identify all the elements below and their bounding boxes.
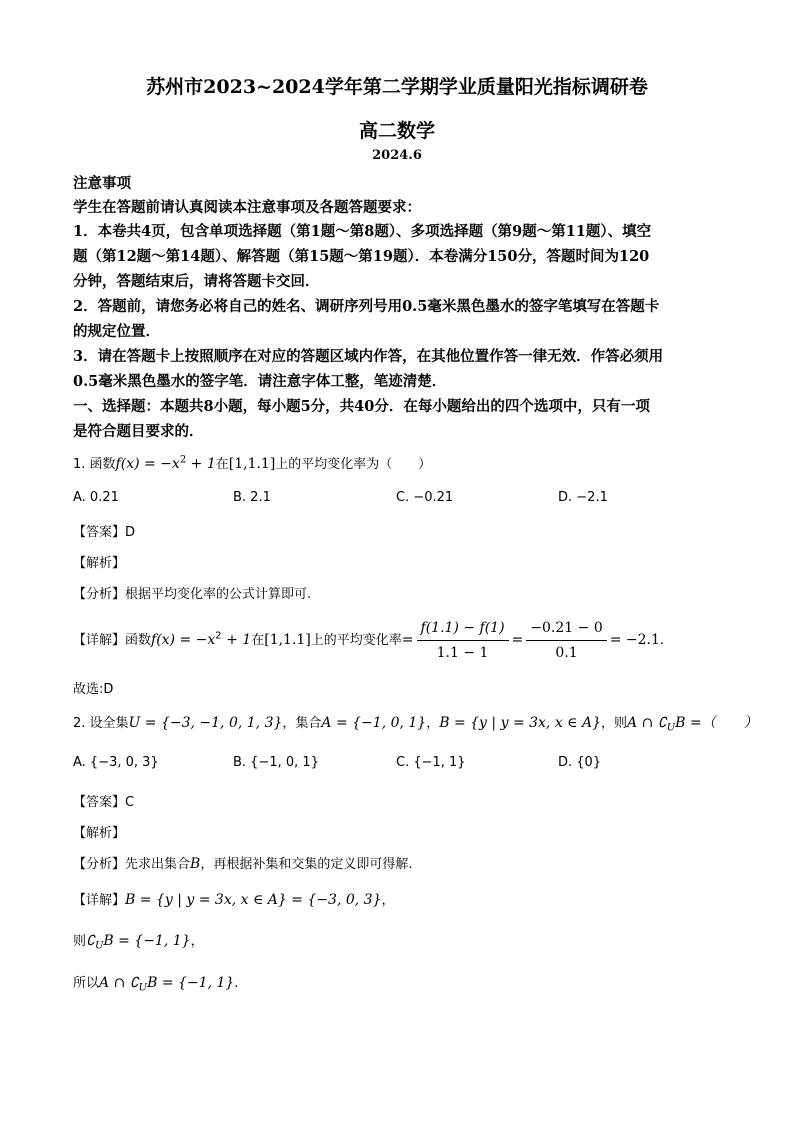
answer-value: D xyxy=(125,525,136,540)
then-sub: U xyxy=(94,940,104,952)
then-prefix: 则 xyxy=(73,934,87,949)
q2-set-b: B = {y | y = 3x, x ∈ A} xyxy=(439,715,602,731)
notice-line: 1．本卷共4页，包含单项选择题（第1题～第8题）、多项选择题（第9题～第11题）、填空 xyxy=(73,223,652,240)
q1-function-tail: + 1 xyxy=(186,456,216,472)
q1-option-d: D. −2.1 xyxy=(558,490,608,505)
fraction-1-denominator: 1.1 − 1 xyxy=(436,645,489,661)
detail-label: 【详解】 xyxy=(73,893,126,908)
q2-mid2: ， xyxy=(426,716,440,731)
notice-line: 题（第12题～第14题）、解答题（第15题～第19题）．本卷满分150分，答题时间为120 xyxy=(73,248,650,265)
detail-result: = −2.1 xyxy=(609,632,660,648)
answer-label: 【答案】 xyxy=(73,795,126,810)
fraction-2-numerator: −0.21 − 0 xyxy=(526,618,606,641)
q2-prefix: 2. 设全集 xyxy=(73,716,129,731)
detail-interval: [1,1.1] xyxy=(264,632,311,648)
q1-interval: [1,1.1] xyxy=(228,456,276,472)
detail-mid: 在 xyxy=(251,633,265,648)
so-intersection: A ∩ ∁ xyxy=(99,975,139,991)
q1-suffix: 上的平均变化率为（ ） xyxy=(275,457,432,472)
fenxi-label: 【分析】 xyxy=(73,587,126,602)
q1-function: f(x) = −x xyxy=(115,456,180,472)
detail-prefix: 函数 xyxy=(125,633,152,648)
q2-expression-sub: U xyxy=(666,722,676,734)
notice-line: 3．请在答题卡上按照顺序在对应的答题区域内作答，在其他位置作答一律无效．作答必须用 xyxy=(73,348,664,365)
fenxi-text: 根据平均变化率的公式计算即可. xyxy=(125,587,312,602)
page-subtitle: 高二数学 xyxy=(358,120,435,142)
detail-mid2: 上的平均变化率 xyxy=(310,633,402,648)
q2-option-a: A. {−3, 0, 3} xyxy=(73,755,159,770)
detail-set-b: B = {y | y = 3x, x ∈ A} = {−3, 0, 3} xyxy=(125,892,382,908)
q2-so xyxy=(73,972,238,994)
q1-exponent: 2 xyxy=(179,454,187,466)
detail-comma: ， xyxy=(381,893,395,908)
q2-expression: A ∩ ∁ xyxy=(627,715,667,731)
then-comma: ， xyxy=(190,934,204,949)
detail-label: 【详解】 xyxy=(73,633,126,648)
fenxi-text: 先求出集合 xyxy=(125,857,191,872)
exam-date: 2024.6 xyxy=(372,148,422,163)
fenxi-set-b: B xyxy=(190,856,201,872)
q1-analysis-label: 【解析】 xyxy=(73,556,126,571)
fenxi-text-tail: ，再根据补集和交集的定义即可得解. xyxy=(200,857,413,872)
q2-option-d: D. {0} xyxy=(558,755,602,770)
q2-option-c: C. {−1, 1} xyxy=(396,755,466,770)
fraction-2 xyxy=(526,618,606,663)
notice-heading: 注意事项 xyxy=(73,175,131,192)
q2-fenxi xyxy=(73,853,412,872)
q2-option-b: B. {−1, 0, 1} xyxy=(233,755,319,770)
so-result: B = {−1, 1} xyxy=(147,975,235,991)
notice-line: 0.5毫米黑色墨水的签字笔．请注意字体工整，笔迹清楚． xyxy=(73,373,447,390)
q1-prefix: 1. 函数 xyxy=(73,457,116,472)
q1-answer xyxy=(73,521,135,540)
question-1-stem xyxy=(73,453,431,472)
q2-then xyxy=(73,930,204,952)
detail-function: f(x) = −x xyxy=(151,632,216,648)
page-title: 苏州市2023~2024学年第二学期学业质量阳光指标调研卷 xyxy=(146,76,648,98)
q1-mid: 在 xyxy=(215,457,229,472)
equals-sign: = xyxy=(511,632,524,648)
q2-set-a: A = {−1, 0, 1} xyxy=(321,715,427,731)
q1-detail xyxy=(73,618,664,663)
so-prefix: 所以 xyxy=(73,976,100,991)
then-complement: ∁ xyxy=(86,933,95,949)
q2-expression-tail: B =（ ） xyxy=(675,715,758,731)
q2-analysis-label: 【解析】 xyxy=(73,826,126,841)
then-result: B = {−1, 1} xyxy=(103,933,191,949)
answer-value: C xyxy=(125,795,135,810)
q1-conclusion: 故选:D xyxy=(73,682,114,697)
equals-sign: = xyxy=(401,632,414,648)
section-heading: 一、选择题：本题共8小题，每小题5分，共40分．在每小题给出的四个选项中，只有一项 xyxy=(73,398,650,415)
fraction-1-numerator: f(1.1) − f(1) xyxy=(417,618,509,641)
so-period: . xyxy=(234,976,239,991)
fraction-1 xyxy=(417,618,509,663)
q2-answer xyxy=(73,791,134,810)
q2-detail xyxy=(73,889,395,908)
detail-exponent: 2 xyxy=(215,630,222,642)
answer-label: 【答案】 xyxy=(73,525,126,540)
q2-universal-set: U = {−3, −1, 0, 1, 3} xyxy=(128,715,283,731)
q1-fenxi xyxy=(73,583,311,602)
detail-function-tail: + 1 xyxy=(221,632,252,648)
fenxi-label: 【分析】 xyxy=(73,857,126,872)
fraction-2-denominator: 0.1 xyxy=(555,645,578,661)
period: . xyxy=(659,633,665,648)
question-2-stem xyxy=(73,712,758,734)
q1-option-a: A. 0.21 xyxy=(73,490,119,505)
notice-line: 2．答题前，请您务必将自己的姓名、调研序列号用0.5毫米黑色墨水的签字笔填写在答题卡 xyxy=(73,298,660,315)
so-sub: U xyxy=(138,982,148,994)
notice-intro: 学生在答题前请认真阅读本注意事项及各题答题要求： xyxy=(73,199,421,216)
q1-option-c: C. −0.21 xyxy=(396,490,454,505)
q2-mid3: ，则 xyxy=(601,716,628,731)
q1-option-b: B. 2.1 xyxy=(233,490,271,505)
section-heading-cont: 是符合题目要求的． xyxy=(73,423,204,440)
q2-mid1: ，集合 xyxy=(282,716,322,731)
notice-line: 分钟，答题结束后，请将答题卡交回． xyxy=(73,273,320,290)
notice-line: 的规定位置． xyxy=(73,323,160,340)
